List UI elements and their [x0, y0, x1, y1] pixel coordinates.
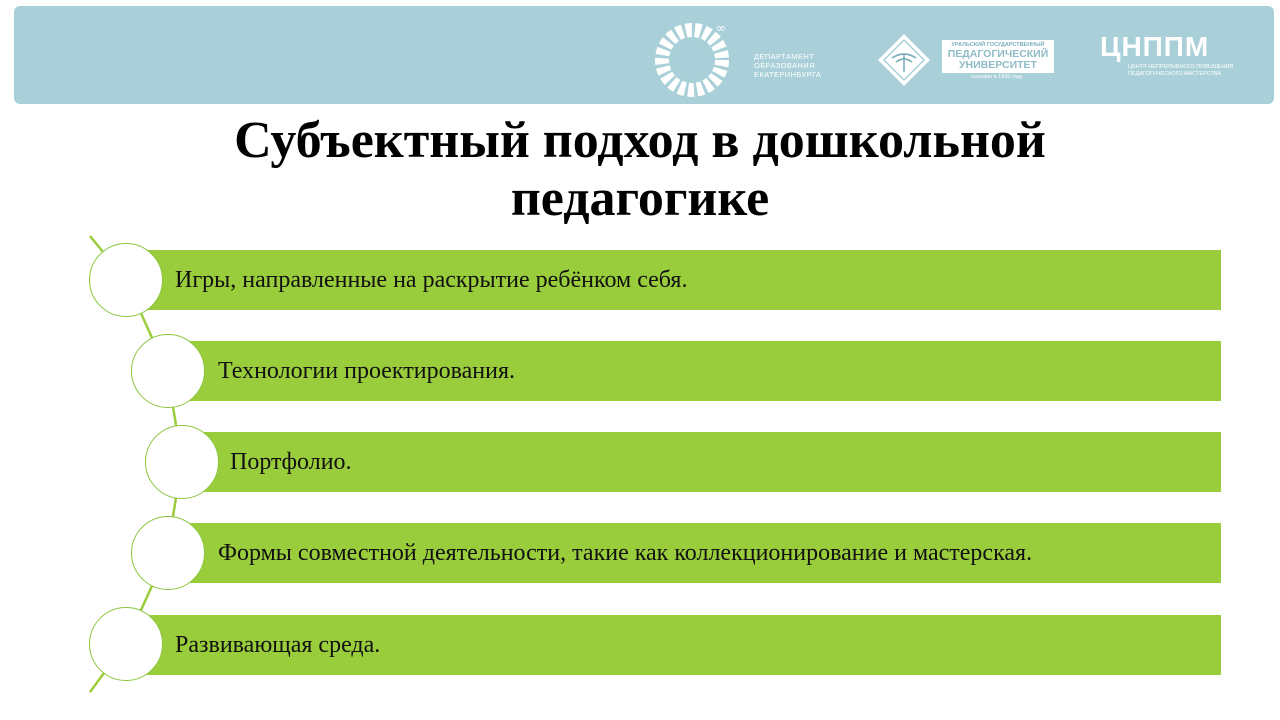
list-item [168, 523, 1221, 583]
bullet-circle [131, 516, 205, 590]
list-item-label: Формы совместной деятельности, такие как коллекционирование и мастерская. [218, 539, 1033, 566]
list-item [125, 615, 1221, 675]
university-founded: основан в 1930 году [971, 74, 1023, 80]
svg-text:∞: ∞ [716, 21, 726, 35]
list-item [125, 250, 1221, 310]
center-logo-name: ЦНППМ [1100, 31, 1210, 62]
bullet-circle [89, 607, 163, 681]
list-item-label: Технологии проектирования. [218, 357, 515, 384]
slide-title: Субъектный подход в дошкольной педагогике [234, 112, 1046, 227]
header-banner [14, 6, 1274, 104]
list-item [168, 341, 1221, 401]
university-emblem-icon [876, 32, 932, 88]
department-name: ДЕПАРТАМЕНТ ОБРАЗОВАНИЯ ЕКАТЕРИНБУРГА [754, 52, 822, 79]
bullet-circle [145, 425, 219, 499]
department-logo-icon [654, 18, 734, 98]
bullet-circle [89, 243, 163, 317]
center-subtitle: ЦЕНТР НЕПРЕРЫВНОГО ПОВЫШЕНИЯ ПЕДАГОГИЧЕСКОГО МАСТЕРСТВА [1128, 64, 1234, 77]
bullet-circle [131, 334, 205, 408]
list-item-label: Портфолио. [230, 448, 352, 475]
list-item-label: Игры, направленные на раскрытие ребёнком себя. [175, 266, 688, 293]
list-item-label: Развивающая среда. [175, 631, 381, 658]
list-item [182, 432, 1221, 492]
university-name: УРАЛЬСКИЙ ГОСУДАРСТВЕННЫЙ ПЕДАГОГИЧЕСКИЙ УНИВЕРСИТЕТ [942, 40, 1054, 73]
